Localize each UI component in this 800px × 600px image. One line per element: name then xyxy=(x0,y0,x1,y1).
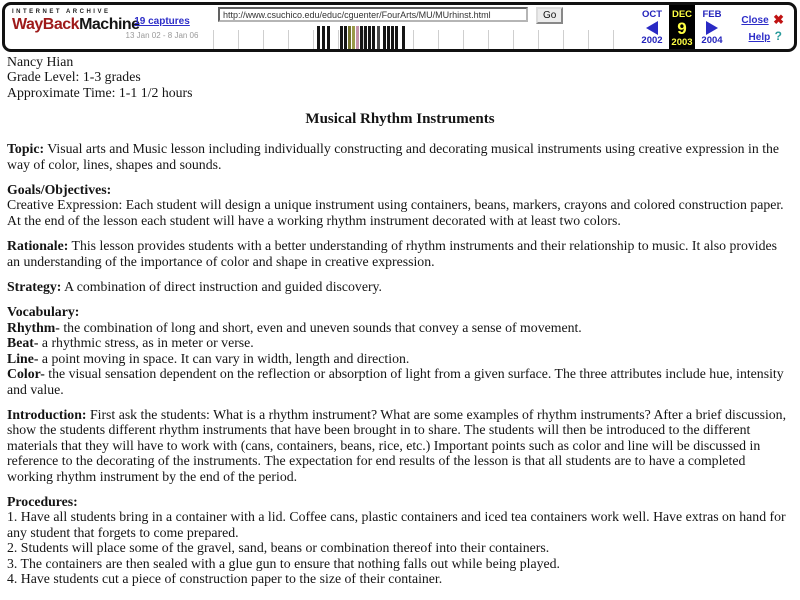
internet-archive-label: INTERNET ARCHIVE xyxy=(12,9,111,15)
prev-month-label[interactable]: OCT xyxy=(641,9,663,20)
topic-label: Topic: xyxy=(7,141,45,157)
timeline-tick xyxy=(438,30,439,49)
timeline-tick xyxy=(238,30,239,49)
go-button[interactable]: Go xyxy=(536,7,563,24)
timeline-tick xyxy=(263,30,264,49)
goals-paragraph xyxy=(7,182,793,228)
grade-level-line: Grade Level: 1-3 grades xyxy=(7,69,141,85)
timeline-tick xyxy=(313,30,314,49)
procedure-step: 4. Have students cut a piece of construction paper to the size of their container. xyxy=(7,570,443,586)
next-month-label[interactable]: FEB xyxy=(702,9,722,20)
procedures-label: Procedures: xyxy=(7,493,78,509)
close-block xyxy=(741,10,784,28)
introduction-text: First ask the students: What is a rhythm instrument? What are some examples of rhythm instruments? After a brief discussion, show the students different rhythm instruments that have been brought in to share. The students will then be introduced to the different materials that they will have to work with (cans, containers, beans, rice, etc.) Important points such as color and line will be discussed in reference to the decorating of the instruments. The expectation for end results of the lesson is that all students are to have a completed working rhythm instrument by the end of the period. xyxy=(7,406,787,484)
capture-bar[interactable] xyxy=(368,26,371,49)
rationale-label: Rationale: xyxy=(7,238,69,254)
current-month-label: DEC xyxy=(671,9,693,20)
capture-bar[interactable] xyxy=(364,26,367,49)
close-link[interactable]: Close xyxy=(741,15,769,26)
capture-date-navigator xyxy=(635,5,729,49)
close-x-icon[interactable]: ✖ xyxy=(773,12,784,27)
vocabulary-label: Vocabulary: xyxy=(7,304,80,320)
help-link[interactable]: Help xyxy=(748,32,771,43)
capture-bar[interactable] xyxy=(340,26,343,49)
next-capture-arrow-icon[interactable] xyxy=(706,21,718,35)
captures-block xyxy=(108,11,216,40)
capture-bar[interactable] xyxy=(317,26,320,49)
url-input[interactable] xyxy=(218,7,528,22)
rationale-text: This lesson provides students with a better understanding of rhythm instruments and their relationship to music. It also provides an understanding of the importance of color and shape in creative expression. xyxy=(7,238,777,269)
time-line: Approximate Time: 1-1 1/2 hours xyxy=(7,84,193,100)
capture-bar[interactable] xyxy=(352,26,355,49)
strategy-label: Strategy: xyxy=(7,279,62,295)
introduction-label: Introduction: xyxy=(7,406,87,422)
prev-year-label[interactable]: 2002 xyxy=(641,35,663,46)
timeline-tick xyxy=(488,30,489,49)
help-block xyxy=(749,27,782,45)
capture-bar[interactable] xyxy=(372,26,375,49)
goals-label: Goals/Objectives: xyxy=(7,182,112,198)
vocabulary-term xyxy=(7,335,793,350)
capture-bar[interactable] xyxy=(395,26,398,49)
vocabulary-term xyxy=(7,320,793,335)
procedure-step: 2. Students will place some of the gravel, sand, beans or combination thereof into their containers. xyxy=(7,540,550,556)
timeline-tick xyxy=(588,30,589,49)
vocab-term-rhythm: Rhythm- xyxy=(7,319,60,335)
vocabulary-term xyxy=(7,351,793,366)
vocab-term-line: Line- xyxy=(7,350,39,366)
capture-bar[interactable] xyxy=(344,26,347,49)
captures-date-range: 13 Jan 02 - 8 Jan 06 xyxy=(125,31,199,40)
rationale-paragraph xyxy=(7,238,793,269)
next-capture-column xyxy=(695,5,729,49)
capture-bar[interactable] xyxy=(322,26,325,49)
procedure-step: 3. The containers are then sealed with a glue gun to ensure that nothing falls out while being played. xyxy=(7,555,561,571)
logo-machine-text: Machine xyxy=(79,16,140,33)
vocab-def-line: a point moving in space. It can vary in width, length and direction. xyxy=(41,350,410,366)
procedures-section xyxy=(7,494,793,586)
capture-bar[interactable] xyxy=(391,26,394,49)
vocab-def-rhythm: the combination of long and short, even and uneven sounds that convey a sense of movement. xyxy=(63,319,582,335)
strategy-text: A combination of direct instruction and guided discovery. xyxy=(64,279,383,295)
goals-text: Creative Expression: Each student will design a unique instrument using containers, beans, markers, crayons and colored construction paper. At the end of the lesson each student will have a working rhythm instrument decorated with at least two colors. xyxy=(7,197,784,228)
help-question-icon[interactable]: ? xyxy=(774,29,782,43)
capture-bar[interactable] xyxy=(383,26,386,49)
capture-bar[interactable] xyxy=(348,26,351,49)
logo-wayback-text: WayBack xyxy=(12,16,80,33)
wayback-toolbar xyxy=(2,2,797,52)
page-title: Musical Rhythm Instruments xyxy=(305,111,495,128)
procedure-step: 1. Have all students bring in a container with a lid. Coffee cans, plastic containers and iced tea containers work well. Have extras on hand for any student that forgets to come prepared. xyxy=(7,509,786,540)
capture-bar[interactable] xyxy=(356,26,359,49)
timeline-tick xyxy=(513,30,514,49)
capture-bar[interactable] xyxy=(360,26,363,49)
strategy-paragraph xyxy=(7,279,793,294)
capture-bar[interactable] xyxy=(402,26,405,49)
lesson-document xyxy=(0,54,800,596)
current-capture-column xyxy=(669,5,695,49)
current-year-label: 2003 xyxy=(671,37,693,48)
prev-capture-arrow-icon[interactable] xyxy=(646,21,658,35)
next-year-label[interactable]: 2004 xyxy=(701,35,723,46)
vocabulary-section xyxy=(7,304,793,396)
vocab-term-color: Color- xyxy=(7,366,45,382)
timeline-tick xyxy=(538,30,539,49)
vocab-term-beat: Beat- xyxy=(7,335,39,351)
topic-text: Visual arts and Music lesson including individually constructing and decorating musical instruments using creative expression in the way of color, lines, shapes and sounds. xyxy=(7,141,780,172)
prev-capture-column xyxy=(635,5,669,49)
vocab-def-beat: a rhythmic stress, as in meter or verse. xyxy=(41,335,254,351)
timeline-tick xyxy=(338,30,339,49)
timeline-tick xyxy=(413,30,414,49)
timeline-tick xyxy=(613,30,614,49)
timeline-tick xyxy=(563,30,564,49)
topic-paragraph xyxy=(7,141,793,172)
wayback-toolbar-inner xyxy=(5,5,794,49)
document-header xyxy=(7,54,793,100)
vocab-def-color: the visual sensation dependent on the reflection or absorption of light from a given surface. The three attributes include hue, intensity and value. xyxy=(7,366,784,397)
capture-bar[interactable] xyxy=(377,26,380,49)
current-day-label: 9 xyxy=(677,19,687,38)
capture-bar[interactable] xyxy=(387,26,390,49)
timeline-tick xyxy=(288,30,289,49)
vocabulary-term xyxy=(7,366,793,397)
author-line: Nancy Hian xyxy=(7,54,74,69)
capture-bar[interactable] xyxy=(327,26,330,49)
introduction-paragraph xyxy=(7,407,793,484)
timeline-tick xyxy=(463,30,464,49)
captures-count-link[interactable]: 19 captures xyxy=(134,16,190,27)
